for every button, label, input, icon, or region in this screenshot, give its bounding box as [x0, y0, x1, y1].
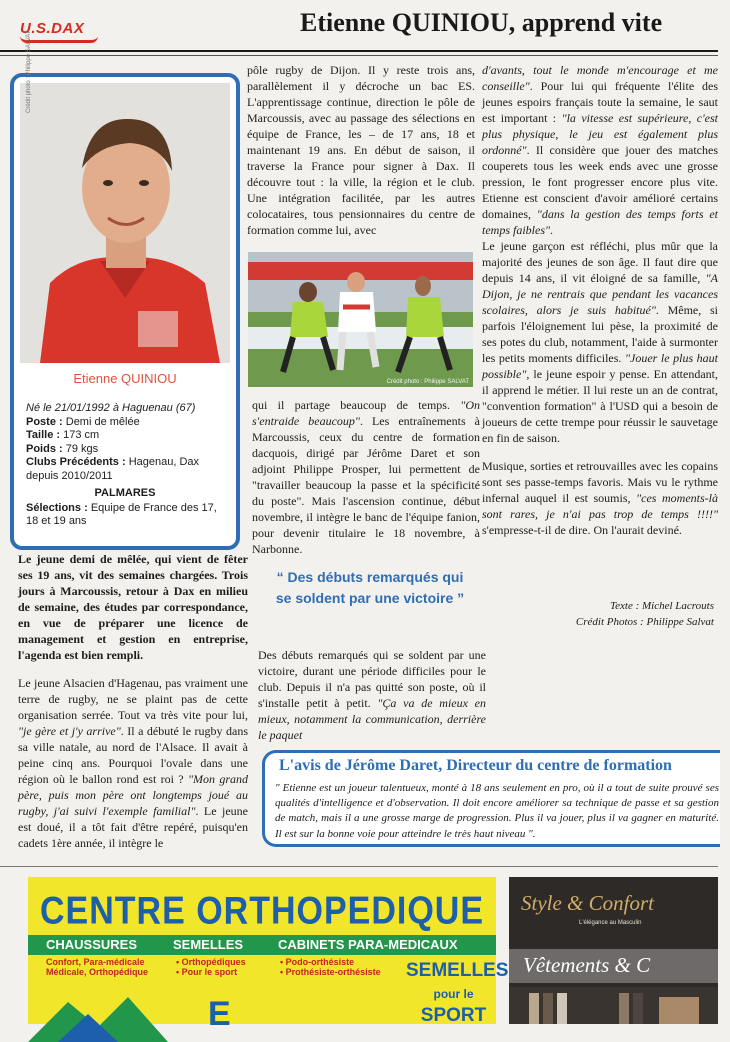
selections-value: Equipe de France des 17, 18 et 19 ans: [26, 502, 217, 527]
author-credit: Texte : Michel Lacrouts: [610, 600, 714, 612]
ad-centre-orthopedique: [28, 877, 509, 1033]
director-opinion-text: " Etienne est un joueur talentueux, monté à 18 ans seulement en pro, où il a tout de suite prouvé ses qualités d'intelligence et d'observation. Il doit encore améliorer sa technique de passe et sa gestion de match, mais il a une grosse marge de progression. Plus il va jouer, plus il va gagner en maturité. Il est sur la bonne voie pour atteindre le très haut niveau ".: [275, 782, 719, 840]
player-portrait-illustration: [20, 83, 230, 363]
ad-ortho-sem-line1: SEMELLES: [406, 960, 509, 981]
palmares-selections: [26, 502, 231, 528]
poste-value: Demi de mêlée: [65, 415, 140, 428]
article-column-2-top: [247, 62, 475, 238]
ad-ortho-mountain-graphic: [28, 992, 228, 1042]
ad-style-tagline: L'élégance au Masculin: [579, 920, 642, 926]
portrait-photo-credit: Crédit photo : Philippe SALVAT: [26, 30, 32, 113]
match-action-illustration: [248, 252, 473, 387]
match-action-photo: [248, 252, 473, 387]
ad-ortho-cabinets: CABINETS PARA-MEDICAUX: [278, 937, 458, 952]
article-column-1: [18, 551, 248, 851]
clubs-value: Hagenau, Dax depuis 2010/2011: [26, 456, 200, 482]
article-headline: Etienne QUINIOU, apprend vite: [300, 8, 663, 37]
selections-label: Sélections :: [26, 502, 88, 514]
poids-value: 79 kgs: [65, 442, 99, 455]
headline-rule-thin: [0, 55, 718, 56]
ad-ortho-category-bar: [28, 935, 496, 955]
ad-ortho-sub-2: • Orthopédiques • Pour le sport: [176, 957, 246, 977]
taille-label: Taille :: [26, 429, 61, 441]
col2-bottom-paragraph: Des débuts remarqués qui se soldent par une victoire, durant une période difficiles pour le club. Depuis il n'a pas quitté son poste, où il s'installe petit à petit. "Ça va de mieux en mieux, notamment la communication, derrière le paquet: [258, 648, 486, 742]
taille-value: 173 cm: [63, 429, 100, 441]
pull-quote: “ Des débuts remarqués qui se soldent par une victoire ”: [275, 569, 465, 606]
ad-separator: [0, 866, 718, 867]
col1-paragraph: Le jeune Alsacien d'Hagenau, pas vraiment une terre de rugby, ne se plaint pas de cette organisation serrée. Tout va très vite pour lui, "je gère et j'y arrive". Il a débuté le rugby dans sa ville natale, au nord de l'Alsace. Il avait à peine cinq ans. Pourquoi l'ovale dans une région où le ballon rond est roi ? "Mon grand père, puis mon père ont longtemps joué au rugby, j'ai suivi l'exemple familial". Le jeune est doué, il a tôt fait d'être repéré, puisqu'en cadets 1ère année, il intègre le: [18, 676, 249, 850]
clubs-label: Clubs Précédents :: [26, 456, 126, 468]
article-signature: [494, 598, 714, 630]
usdax-logo-text: U.S.DAX: [20, 20, 85, 37]
col3-paragraph-2: Le jeune garçon est réfléchi, plus mûr que la majorité des jeunes de son âge. Il faut dire que depuis 14 ans, il vit éloigné de sa famille, "A Dijon, je ne rentrais que pendant les vacances scolaires, alors je suis habitué". Même, si parfois l'éloignement lui pèse, la proximité de ses potes du club, notamment, l'aide à surmonter les petits moments difficiles. "Jouer le plus haut possible", le jeune espoir y pense. En attendant, il apprend le métier. Il lui reste un an de contrat, "convention formation" à l'USD qui a besoin de joueurs de cette trempe pour réussir le sauvetage en fin de saison.: [482, 239, 719, 445]
ad-ortho-title: CENTRE ORTHOPEDIQUE: [40, 889, 485, 933]
col3-paragraph-1: d'avants, tout le monde m'encourage et me conseille". Pour lui qui fréquente l'élite des jeunes espoirs français toute la semaine, le saut est important : "la vitesse est supérieure, c'est plus physique, le jeu est également plus ordonné". Il considère que jouer des matches couperets tous les week ends avec une grosse pression, le font progresser encore plus vite. Etienne est conscient d'avoir amélioré certains domaines, "dans la gestion des temps forts et temps faibles".: [482, 63, 718, 237]
photo-credits: Crédit Photos : Philippe Salvat: [575, 616, 714, 628]
ad-style-confort: [509, 877, 718, 1024]
ad-ortho-letter: E: [208, 995, 231, 1033]
player-profile-box: [10, 30, 240, 550]
article-column-2-bottom: [258, 647, 486, 743]
action-photo-credit: Crédit photo : Philippe SALVAT: [386, 379, 469, 385]
profile-info: [26, 402, 231, 483]
palmares-title: PALMARES: [94, 487, 156, 499]
profile-birth: Né le 21/01/1992 à Haguenau (67): [26, 402, 196, 414]
ad-ortho-sem-sport: SPORT: [420, 1005, 487, 1026]
profile-name: Etienne QUINIOU: [73, 371, 177, 386]
director-opinion-title: L'avis de Jérôme Daret, Directeur du centre de formation: [279, 757, 672, 774]
ad-ortho-semelles-sport: [406, 960, 509, 1027]
headline-rule: [0, 50, 718, 52]
ad-style-brand: Style & Confort: [521, 891, 654, 915]
col2-top-paragraph: pôle rugby de Dijon. Il y reste trois ans, parallèlement il y décroche un bac ES. L'apprentissage continue, direction le pôle de Marcoussis, avec au passage des sélections en équipe de France, les – de 17 ans, 18 et maintenant 19 ans. En début de saison, il traverse la France pour signer à Dax. Il découvre tout : la ville, la région et le club. Une intégration facilitée, par les autres colocataires, tous pensionnaires du centre de formation comme lui, avec: [247, 63, 475, 237]
ad-ortho-sub-1: Confort, Para-médicale Médicale, Orthopédique: [46, 957, 149, 977]
usdax-logo: [20, 20, 105, 46]
player-portrait-photo: [20, 30, 230, 363]
ad-style-vetements: Vêtements & C: [523, 953, 651, 977]
article-lead: Le jeune demi de mêlée, qui vient de fêter ses 19 ans, vit des semaines chargées. Trois jours à Marcoussis, retour à Dax en milieu de semaine, des études par correspondance, en vue de préparer une licence de management et gestion en entreprise, l'agenda est bien rempli.: [18, 552, 248, 662]
poids-label: Poids :: [26, 442, 63, 455]
col3-paragraph-3: Musique, sorties et retrouvailles avec les copains sont ses passe-temps favoris. Mais vu le rythme infernal auquel il est soumis, "ces moments-là sont rares, je n'ai pas trop de temps !!!!" s'empresse-t-il de dire. On l'aurait deviné.: [482, 459, 718, 537]
ad-ortho-sub-3: • Podo-orthésiste • Prothésiste-orthésiste: [280, 957, 381, 977]
article-column-3: [482, 62, 718, 538]
col2-middle-paragraph: qui il partage beaucoup de temps. "On s'entraide beaucoup". Les entraînements à Marcoussis, ceux du centre de formation dacquois, dirigé par Jérôme Daret et son adjoint Philippe Prosper, lui permettent de "travailler beaucoup la passe et la spécificité du poste". Mais l'ascension continue, début novembre, il intègre le banc de l'équipe fanion, pour devenir titulaire le 18 novembre, à Narbonne.: [252, 398, 480, 556]
ad-ortho-chaussures: CHAUSSURES: [46, 937, 138, 952]
director-opinion-box: [262, 750, 720, 847]
ad-style-clothing-racks: [509, 987, 718, 1024]
article-column-2-middle: [252, 397, 480, 557]
poste-label: Poste :: [26, 415, 63, 428]
ad-ortho-semelles: SEMELLES: [173, 937, 244, 952]
ad-ortho-sem-pour: pour le: [433, 987, 474, 1001]
